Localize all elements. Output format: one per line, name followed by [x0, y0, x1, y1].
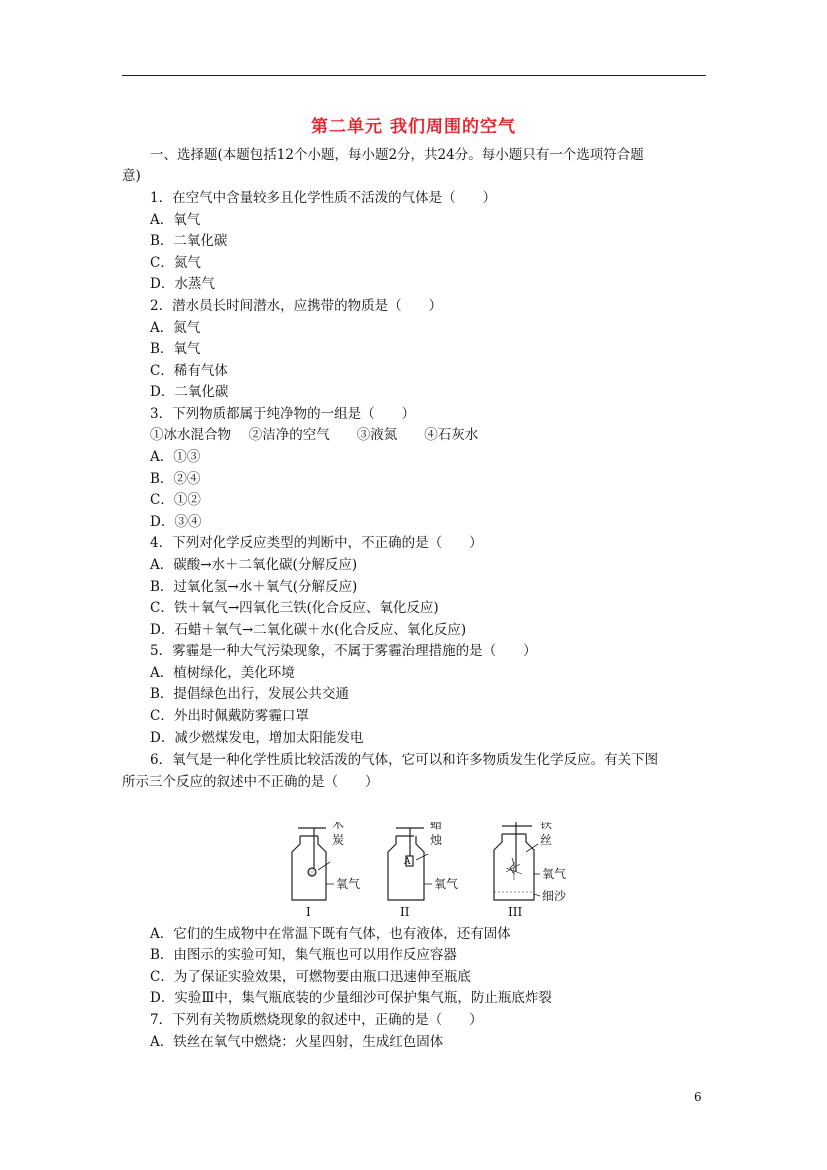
option-line: C．铁＋氧气→四氧化三铁(化合反应、氧化反应): [150, 600, 439, 616]
option-line: B．由图示的实验可知，集气瓶也可以用作反应容器: [150, 947, 457, 963]
jar3-label-4: 细沙: [542, 889, 567, 903]
option-line: D．减少燃煤发电，增加太阳能发电: [150, 730, 364, 746]
jar3-label-2: 丝: [540, 833, 553, 847]
jar1-label-2: 炭: [332, 833, 345, 847]
question-6-stem-line1: 6．氧气是一种化学性质比较活泼的气体，它可以和许多物质发生化学反应。有关下图: [150, 752, 659, 768]
option-line: B．过氧化氢→水＋氧气(分解反应): [150, 579, 358, 595]
option-line: A．氮气: [150, 320, 201, 336]
question-6-stem-line2: 所示三个反应的叙述中不正确的是（ ）: [122, 774, 379, 790]
jar3-roman: III: [508, 905, 523, 918]
experiment-figure: [278, 822, 608, 918]
option-line: D．二氧化碳: [150, 384, 229, 400]
option-line: B．氧气: [150, 341, 201, 357]
header-rule: [122, 75, 706, 76]
question-3-stem: 3．下列物质都属于纯净物的一组是（ ）: [150, 406, 416, 422]
option-line: B．提倡绿色出行，发展公共交通: [150, 686, 349, 702]
question-2-stem: 2．潜水员长时间潜水，应携带的物质是（ ）: [150, 298, 443, 314]
option-line: C．稀有气体: [150, 363, 228, 379]
section-header-line2: 意): [122, 168, 141, 184]
option-line: A．植树绿化，美化环境: [150, 665, 295, 681]
jar2-label-3: 氧气: [434, 877, 459, 891]
option-line: B．二氧化碳: [150, 233, 228, 249]
option-line: C．为了保证实验效果，可燃物要由瓶口迅速伸至瓶底: [150, 969, 471, 985]
question-3-items: ①冰水混合物 ②洁净的空气 ③液氮 ④石灰水: [150, 427, 479, 443]
jar1-roman: I: [306, 905, 311, 918]
jar3-label-3: 氧气: [542, 867, 567, 881]
option-line: C．氮气: [150, 255, 201, 271]
jar2-roman: II: [400, 905, 410, 918]
jar1-label-1: 木: [332, 822, 345, 831]
question-5-stem: 5．雾霾是一种大气污染现象，不属于雾霾治理措施的是（ ）: [150, 643, 537, 659]
experiment-diagram: [278, 822, 608, 918]
option-line: A．氧气: [150, 212, 201, 228]
section-header-line1: 一、选择题(本题包括12个小题，每小题2分，共24分。每小题只有一个选项符合题: [150, 147, 644, 163]
option-line: D．实验Ⅲ中，集气瓶底装的少量细沙可保护集气瓶，防止瓶底炸裂: [150, 990, 552, 1006]
option-line: D．③④: [150, 514, 202, 530]
option-line: C．外出时佩戴防雾霾口罩: [150, 708, 309, 724]
page-number: 6: [694, 1090, 702, 1104]
jar2-label-2: 烛: [430, 833, 443, 847]
page-title: 第二单元 我们周围的空气: [311, 117, 516, 137]
jar2-label-1: 蜡: [430, 822, 443, 831]
jar-3: [494, 822, 540, 900]
option-line: A．碳酸→水＋二氧化碳(分解反应): [150, 557, 358, 573]
option-line: C．①②: [150, 492, 201, 508]
jar-1: [292, 828, 334, 900]
option-line: D．水蒸气: [150, 276, 215, 292]
jar3-label-1: 铁: [540, 822, 553, 831]
option-line: B．②④: [150, 471, 201, 487]
question-4-stem: 4．下列对化学反应类型的判断中，不正确的是（ ）: [150, 535, 483, 551]
option-line: A．①③: [150, 449, 201, 465]
jar1-label-3: 氧气: [336, 877, 361, 891]
option-line: A．它们的生成物中在常温下既有气体，也有液体，还有固体: [150, 926, 511, 942]
option-line: D．石蜡＋氧气→二氧化碳＋水(化合反应、氧化反应): [150, 622, 467, 638]
question-7-stem: 7．下列有关物质燃烧现象的叙述中，正确的是（ ）: [150, 1012, 483, 1028]
question-1-stem: 1．在空气中含量较多且化学性质不活泼的气体是（ ）: [150, 190, 497, 206]
option-line: A．铁丝在氧气中燃烧：火星四射，生成红色固体: [150, 1034, 444, 1050]
candle-letter: A: [404, 857, 411, 867]
